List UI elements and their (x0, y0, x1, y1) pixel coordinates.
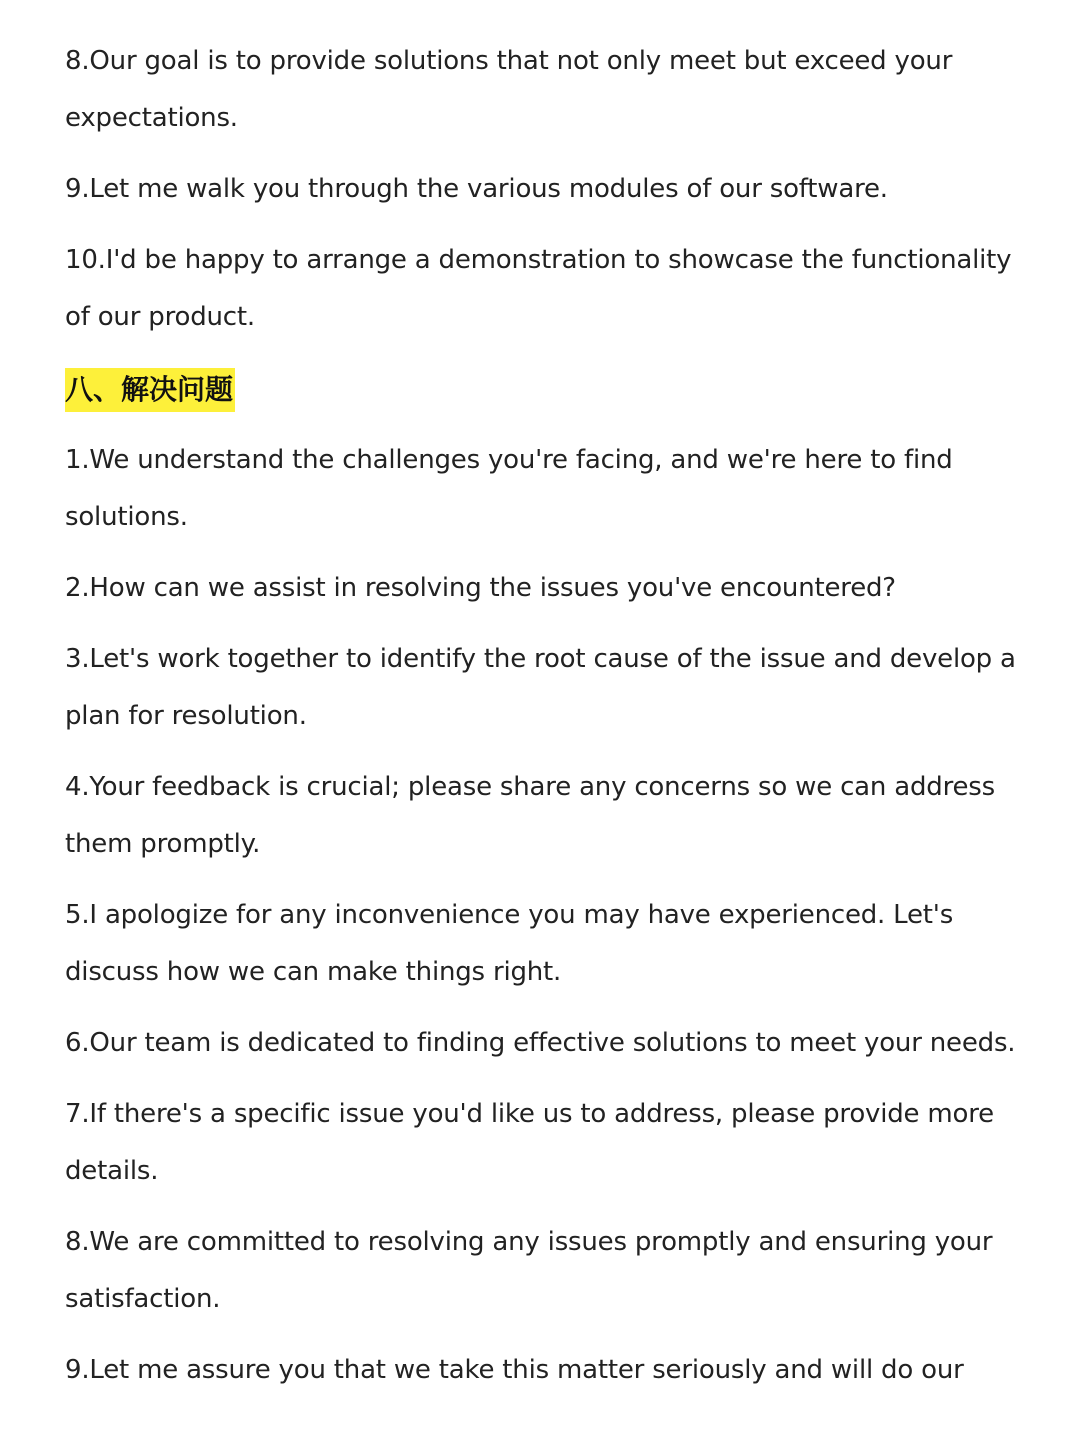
list-item-5: 5.I apologize for any inconvenience you may have experienced. Let's discuss how we can make things right. (65, 900, 954, 987)
list-item-1: 1.We understand the challenges you're facing, and we're here to find solutions. (65, 445, 953, 532)
list-item-prev-8: 8.Our goal is to provide solutions that not only meet but exceed your expectations. (65, 46, 953, 133)
list-item-7: 7.If there's a specific issue you'd like us to address, please provide more details. (65, 1099, 994, 1186)
list-item-8: 8.We are committed to resolving any issues promptly and ensuring your satisfaction. (65, 1227, 993, 1314)
list-item-4: 4.Your feedback is crucial; please share any concerns so we can address them promptly. (65, 772, 995, 859)
list-item-prev-10: 10.I'd be happy to arrange a demonstration to showcase the functionality of our product. (65, 245, 1012, 332)
list-item-2: 2.How can we assist in resolving the issues you've encountered? (65, 573, 896, 603)
list-item-9: 9.Let me assure you that we take this matter seriously and will do our (65, 1355, 964, 1385)
list-item-6: 6.Our team is dedicated to finding effective solutions to meet your needs. (65, 1028, 1016, 1058)
list-item-prev-9: 9.Let me walk you through the various modules of our software. (65, 174, 888, 204)
section-heading: 八、解决问题 (65, 368, 235, 412)
list-item-3: 3.Let's work together to identify the root cause of the issue and develop a plan for resolution. (65, 644, 1016, 731)
